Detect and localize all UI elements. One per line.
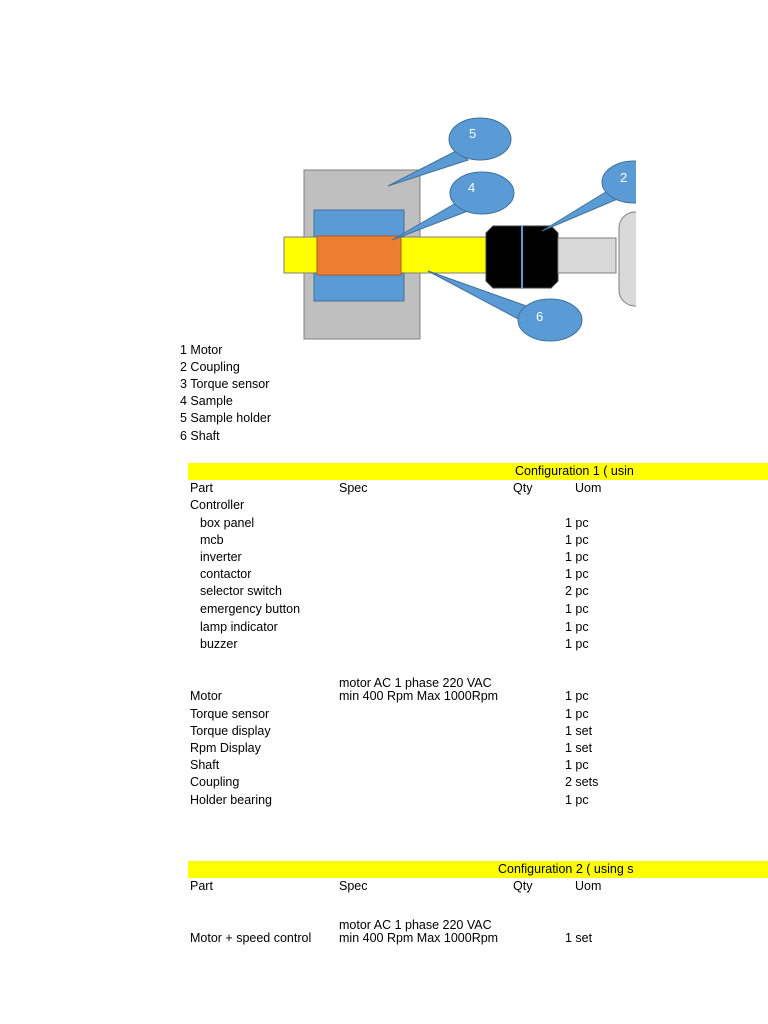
config1-header-uom: Uom: [575, 481, 602, 495]
config1-row-part: lamp indicator: [200, 620, 278, 634]
config2-header-uom: Uom: [575, 879, 602, 893]
config1-row-part: mcb: [200, 533, 224, 547]
config1-row-qty: 1 set: [565, 741, 593, 755]
config2-header-qty: Qty: [513, 879, 533, 893]
config1-row-qty: 2 pc: [565, 584, 589, 598]
config2-title: Configuration 2 ( using s: [498, 862, 634, 876]
config1-header-part: Part: [190, 481, 213, 495]
config1-group-controller: Controller: [190, 498, 245, 512]
config1-row-part: contactor: [200, 567, 252, 581]
config1-row-part: Holder bearing: [190, 793, 272, 807]
config2-header-part: Part: [190, 879, 213, 893]
config1-header-qty: Qty: [513, 481, 533, 495]
callout-4-label: 4: [468, 180, 476, 195]
config1-row-qty: 1 pc: [565, 707, 589, 721]
config2-motor-spec-line2: min 400 Rpm Max 1000Rpm: [339, 931, 499, 945]
callout-2-clip: [636, 155, 696, 215]
config2-motor-spec-line1: motor AC 1 phase 220 VAC: [339, 918, 492, 932]
config1-row-qty: 1 pc: [565, 637, 589, 651]
torque-test-diagram: [0, 0, 768, 345]
config1-row-part: selector switch: [200, 584, 282, 598]
config1-row-qty: 1 pc: [565, 516, 589, 530]
config1-row-part: emergency button: [200, 602, 301, 616]
legend-item: 4 Sample: [180, 394, 233, 408]
config2-motor-part: Motor + speed control: [190, 931, 312, 945]
config1-motor-spec-line1: motor AC 1 phase 220 VAC: [339, 676, 492, 690]
legend-item: 6 Shaft: [180, 429, 220, 443]
callout-2-label: 2: [620, 170, 628, 185]
config1-row-part: inverter: [200, 550, 242, 564]
config1-header-spec: Spec: [339, 481, 368, 495]
config1-row-qty: 1 pc: [565, 533, 589, 547]
legend-item: 1 Motor: [180, 343, 223, 357]
callout-6-label: 6: [536, 309, 544, 324]
bearing-bottom: [314, 273, 404, 301]
config1-motor-part: Motor: [190, 689, 222, 703]
config1-row-part: Torque sensor: [190, 707, 270, 721]
config1-row-qty: 1 pc: [565, 550, 589, 564]
config1-row-qty: 1 pc: [565, 602, 589, 616]
config1-row-part: Rpm Display: [190, 741, 261, 755]
callout-6-bubble: [518, 299, 582, 341]
sample: [317, 236, 401, 275]
config1-title: Configuration 1 ( usin: [515, 464, 634, 478]
config1-motor-qty: 1 pc: [565, 689, 589, 703]
config1-row-qty: 1 pc: [565, 758, 589, 772]
callout-5-bubble: [449, 118, 511, 160]
config2-header-spec: Spec: [339, 879, 368, 893]
config1-row-part: Coupling: [190, 775, 240, 789]
config1-row-qty: 1 pc: [565, 567, 589, 581]
config1-row-qty: 1 pc: [565, 620, 589, 634]
config1-row-qty: 2 sets: [565, 775, 599, 789]
callout-4-bubble: [450, 172, 514, 214]
config1-row-qty: 1 set: [565, 724, 593, 738]
config1-row-part: buzzer: [200, 637, 238, 651]
config1-row-qty: 1 pc: [565, 793, 589, 807]
torque-sensor-shaft: [558, 238, 616, 273]
config2-title-band: [188, 861, 768, 878]
legend-item: 3 Torque sensor: [180, 377, 270, 391]
bearing-top: [314, 210, 404, 237]
legend-item: 2 Coupling: [180, 360, 240, 374]
callout-2-pointer: [542, 190, 620, 231]
config1-title-band: [188, 463, 768, 480]
legend-item: 5 Sample holder: [180, 411, 272, 425]
config1-row-part: Torque display: [190, 724, 271, 738]
config1-row-part: box panel: [200, 516, 255, 530]
config1-row-part: Shaft: [190, 758, 220, 772]
config1-motor-spec-line2: min 400 Rpm Max 1000Rpm: [339, 689, 499, 703]
config2-motor-qty: 1 set: [565, 931, 593, 945]
callout-5-label: 5: [469, 126, 477, 141]
